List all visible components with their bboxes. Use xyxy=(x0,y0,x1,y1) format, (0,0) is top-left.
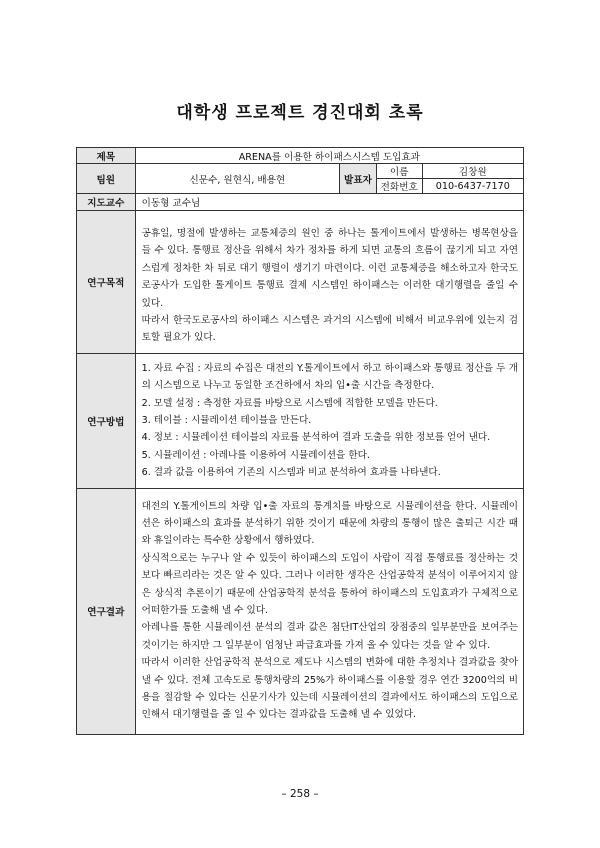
subject-value: ARENA를 이용한 하이패스시스템 도입효과 xyxy=(135,148,523,164)
document-title: 대학생 프로젝트 경진대회 초록 xyxy=(176,103,424,123)
subject-label: 제목 xyxy=(77,148,136,164)
purpose-text xyxy=(135,211,523,354)
page-number: – 258 – xyxy=(281,788,319,800)
method-label: 연구방법 xyxy=(77,353,136,488)
method-item: 4. 정보 : 시뮬레이션 테이블의 자료를 분석하여 결과 도출을 위한 정보를 얻어 낸다. xyxy=(141,432,491,444)
advisor-label: 지도교수 xyxy=(77,194,136,211)
results-paragraph: 아레나를 통한 시뮬레이션 분석의 결과 값은 첨단IT산업의 장점중의 일부분만을 보여주는 것이기는 하지만 그 일부분이 엄청난 파급효과를 가져 올 수 있다는 것을 알 수 있다. xyxy=(141,622,518,651)
results-paragraph: 상식적으로는 누구나 알 수 있듯이 하이패스의 도입이 사람이 직접 통행료를 정산하는 것보다 빠르리라는 것은 알 수 있다. 그러나 이러한 생각은 산업공학적 분석이 이루어지지 않은 상식적 추론이기 때문에 산업공학적 분석을 통하여 하이패스의 도입효과가 구체적으로 어떠한가를 도출해 낼 수 있다. xyxy=(141,552,518,616)
method-item: 3. 테이블 : 시뮬레이션 테이블을 만든다. xyxy=(141,415,312,427)
name-label: 이름 xyxy=(376,164,422,179)
method-item: 5. 시뮬레이션 : 아레나를 이용하여 시뮬레이션을 한다. xyxy=(141,449,370,461)
results-label: 연구결과 xyxy=(77,488,136,734)
purpose-label: 연구목적 xyxy=(77,211,136,354)
results-text xyxy=(135,488,523,734)
abstract-table xyxy=(76,147,524,735)
phone-label: 전화번호 xyxy=(376,179,422,194)
phone-value: 010-6437-7170 xyxy=(422,179,523,194)
team-value: 신문수, 원현식, 배용현 xyxy=(135,164,339,194)
purpose-paragraph: 공휴일, 명절에 발생하는 교통체증의 원인 중 하나는 톨게이트에서 발생하는 병목현상을 들 수 있다. 통행료 정산을 위해서 차가 정차를 하게 되면 교통의 흐름이 끊기게 되고 자연스럽게 정차한 차 뒤로 대기 행렬이 생기기 마련이다. 이런 교통체증을 해소하고자 한국도로공사가 도입한 톨게이트 통행료 결제 시스템인 하이패스는 이러한 대기행렬을 줄일 수 있다. xyxy=(141,228,518,309)
method-item: 6. 결과 값을 이용하여 기존의 시스템과 비교 분석하여 효과를 나타낸다. xyxy=(141,467,441,479)
results-paragraph: 대전의 Y.톨게이트의 차량 입•출 자료의 통계치를 바탕으로 시뮬레이션을 한다. 시뮬레이션은 하이패스의 효과를 분석하기 위한 것이기 때문에 차량의 통행이 많은 출퇴근 시간 때와 휴일이라는 특수한 상황에서 행하였다. xyxy=(141,500,518,547)
presenter-label: 발표자 xyxy=(340,164,377,194)
method-list xyxy=(135,353,523,488)
purpose-paragraph: 따라서 한국도로공사의 하이패스 시스템은 과거의 시스템에 비해서 비교우위에 있는지 검토할 필요가 있다. xyxy=(141,315,518,344)
team-label: 팀원 xyxy=(77,164,136,194)
method-item: 2. 모델 설정 : 측정한 자료를 바탕으로 시스템에 적합한 모델을 만든다. xyxy=(141,397,438,409)
method-item: 1. 자료 수집 : 자료의 수집은 대전의 Y.톨게이트에서 하고 하이패스와 통행료 정산을 두 개의 시스템으로 나누고 동일한 조건하에서 차의 입•출 시간을 측정한다. xyxy=(141,362,518,392)
name-value: 김창원 xyxy=(422,164,523,179)
advisor-value: 이동형 교수님 xyxy=(135,194,523,211)
results-paragraph: 따라서 이러한 산업공학적 분석으로 제도나 시스템의 변화에 대한 추정치나 결과값을 찾아낼 수 있다. 전체 고속도로 통행차량의 25%가 하이패스를 이용할 경우 연간 3200억의 비용을 절감할 수 있다는 신문기사가 있는데 시뮬레이션의 결과에서도 하이패스의 도입으로 인해서 대기행렬을 줄 일 수 있다는 결과값을 도출해 낼 수 있었다. xyxy=(141,657,518,721)
